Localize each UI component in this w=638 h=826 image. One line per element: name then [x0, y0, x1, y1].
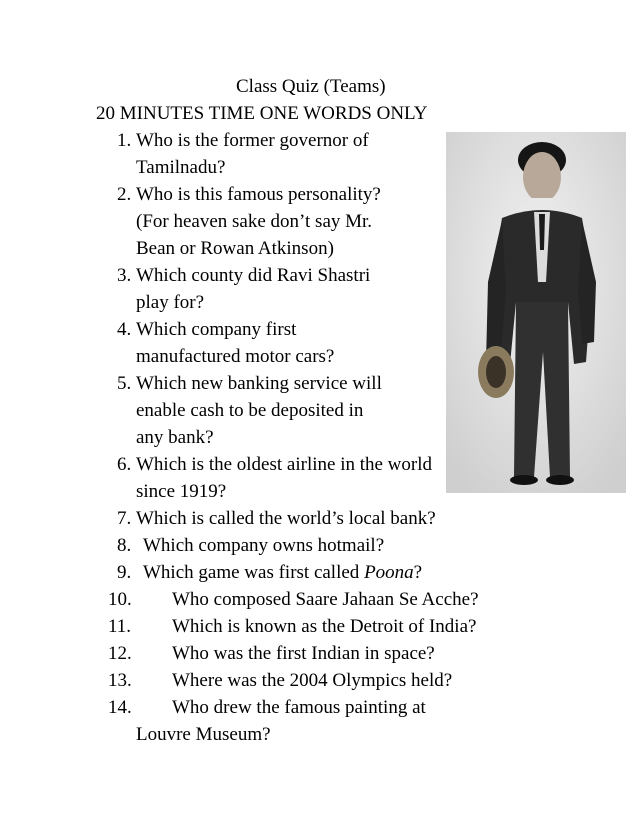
question-text-part: ?: [413, 562, 423, 583]
question-text-line: manufactured motor cars?: [136, 346, 335, 367]
question-text-line: Which is the oldest airline in the world: [136, 454, 433, 475]
question-number: 11.: [108, 616, 132, 637]
question-text-line: Who is this famous personality?: [136, 184, 381, 205]
question-text-line: Louvre Museum?: [136, 724, 271, 745]
question-text-line: any bank?: [136, 427, 214, 448]
question-number: 14.: [108, 697, 132, 718]
question-text-line: Which new banking service will: [136, 373, 382, 394]
question-text-line: Which is called the world’s local bank?: [136, 508, 436, 529]
question-number: 6.: [117, 454, 132, 475]
quiz-title: Class Quiz (Teams): [236, 76, 386, 97]
question-text-line: play for?: [136, 292, 205, 313]
question-text-line: Who is the former governor of: [136, 130, 369, 151]
question-number: 5.: [117, 373, 132, 394]
question-text-line: Who composed Saare Jahaan Se Acche?: [172, 589, 479, 610]
question-number: 12.: [108, 643, 132, 664]
question-text-line: since 1919?: [136, 481, 227, 502]
question-text-line: Which is known as the Detroit of India?: [172, 616, 477, 637]
question-text-line: Which county did Ravi Shastri: [136, 265, 371, 286]
question-text-line: Who was the first Indian in space?: [172, 643, 435, 664]
question-text-line: Where was the 2004 Olympics held?: [172, 670, 453, 691]
quiz-instructions: 20 MINUTES TIME ONE WORDS ONLY: [96, 103, 428, 124]
question-number: 7.: [117, 508, 132, 529]
question-number: 1.: [117, 130, 132, 151]
question-text-line: enable cash to be deposited in: [136, 400, 364, 421]
question-text-part: Which game was first called: [143, 562, 365, 583]
question-number: 13.: [108, 670, 132, 691]
question-number: 2.: [117, 184, 132, 205]
question-text-line: (For heaven sake don’t say Mr.: [136, 211, 373, 232]
question-text-line: Bean or Rowan Atkinson): [136, 238, 334, 259]
question-text-line: Tamilnadu?: [136, 157, 226, 178]
question-number: 3.: [117, 265, 132, 286]
question-text-italic: Poona: [364, 562, 414, 583]
question-text-line: Which company owns hotmail?: [143, 535, 385, 556]
question-number: 9.: [117, 562, 132, 583]
question-number: 10.: [108, 589, 132, 610]
question-text-line: Who drew the famous painting at: [172, 697, 426, 718]
question-text-line: Which company first: [136, 319, 297, 340]
question-number: 4.: [117, 319, 132, 340]
question-text-line: [143, 562, 422, 584]
question-number: 8.: [117, 535, 132, 556]
